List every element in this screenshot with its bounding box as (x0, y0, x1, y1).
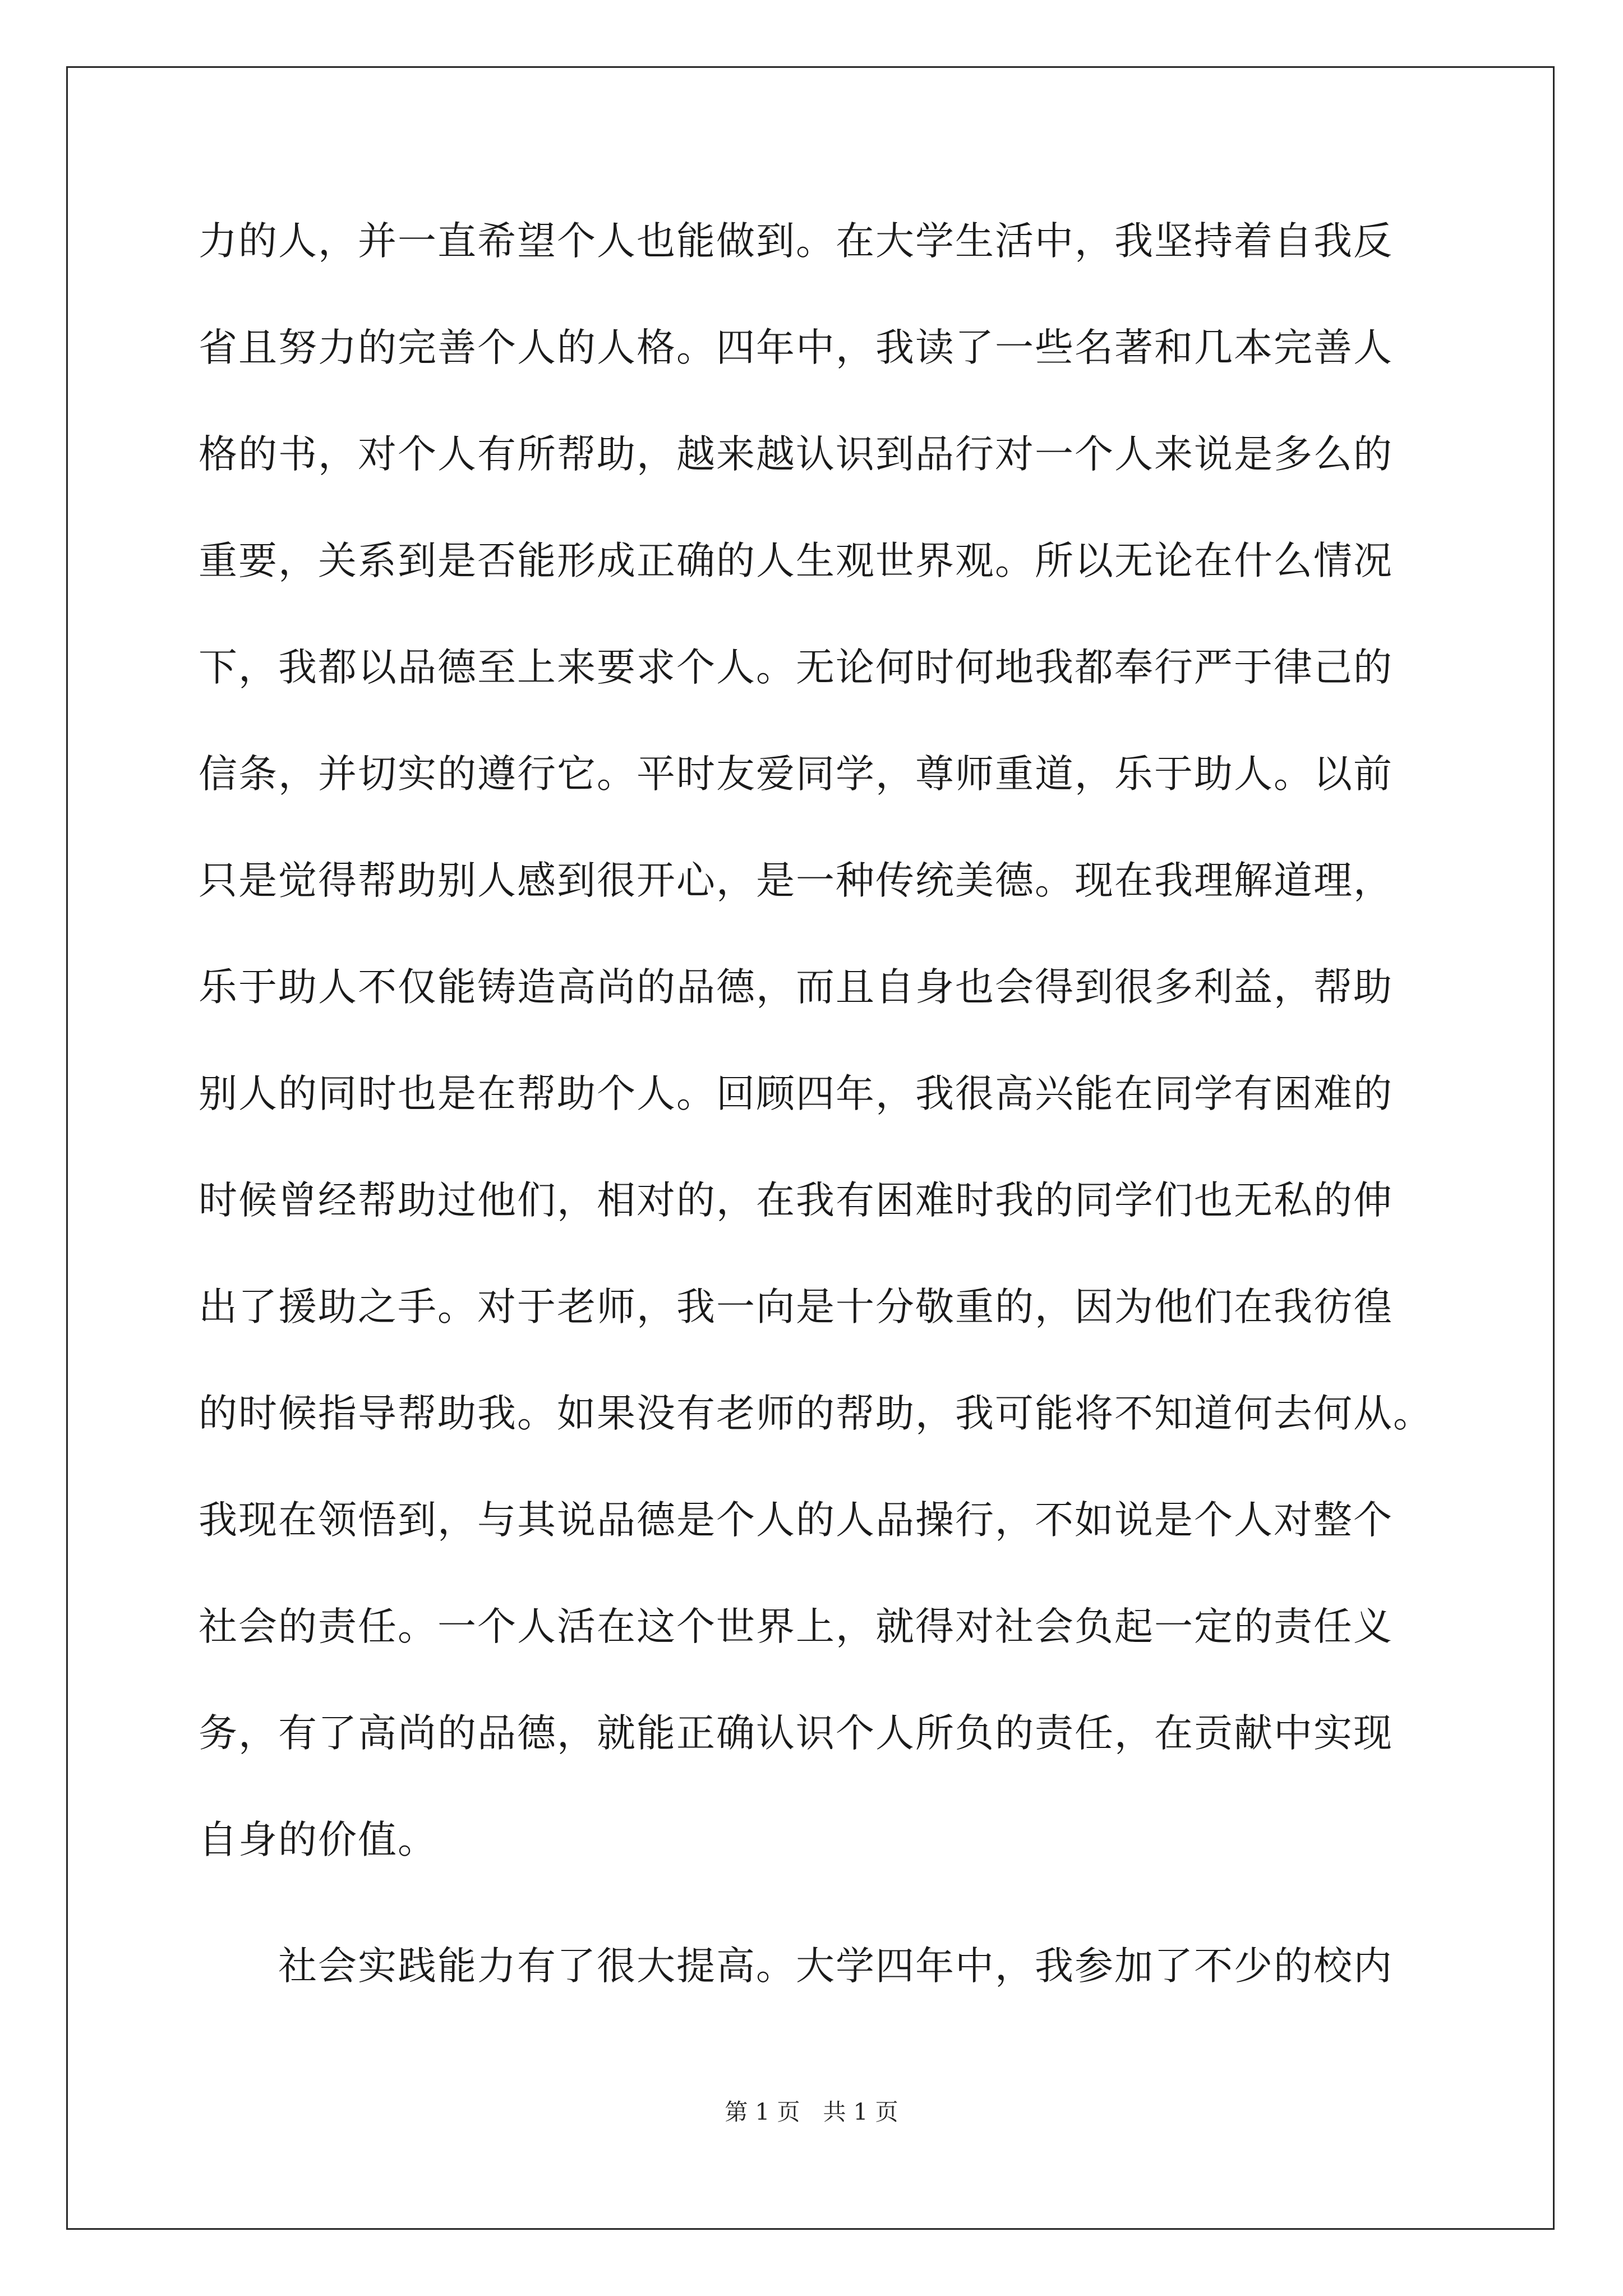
paragraph-first-line: 社会实践能力有了很大提高。大学四年中，我参加了不少的校内 (199, 1944, 1393, 1989)
text-line: 下，我都以品德至上来要求个人。无论何时何地我都奉行严于律己的 (199, 645, 1393, 690)
text-line: 出了援助之手。对于老师，我一向是十分敬重的，因为他们在我彷徨 (199, 1285, 1393, 1329)
text-line: 力的人，并一直希望个人也能做到。在大学生活中，我坚持着自我反 (199, 219, 1393, 264)
text-line: 信条，并切实的遵行它。平时友爱同学，尊师重道，乐于助人。以前 (199, 752, 1393, 797)
text-line: 格的书，对个人有所帮助，越来越认识到品行对一个人来说是多么的 (199, 432, 1393, 477)
text-line: 的时候指导帮助我。如果没有老师的帮助，我可能将不知道何去何从。 (199, 1391, 1433, 1436)
text-line: 重要，关系到是否能形成正确的人生观世界观。所以无论在什么情况 (199, 539, 1393, 583)
text-line: 别人的同时也是在帮助个人。回顾四年，我很高兴能在同学有困难的 (199, 1071, 1393, 1116)
text-line: 我现在领悟到，与其说品德是个人的人品操行，不如说是个人对整个 (199, 1498, 1393, 1543)
page-number-footer: 第 1 页 共 1 页 (725, 2099, 898, 2125)
text-line: 社会的责任。一个人活在这个世界上，就得对社会负起一定的责任义 (199, 1604, 1393, 1649)
text-line: 务，有了高尚的品德，就能正确认识个人所负的责任，在贡献中实现 (199, 1711, 1393, 1756)
text-line: 省且努力的完善个人的人格。四年中，我读了一些名著和几本完善人 (199, 325, 1393, 370)
text-line: 乐于助人不仅能铸造高尚的品德，而且自身也会得到很多利益，帮助 (199, 965, 1393, 1010)
text-line: 只是觉得帮助别人感到很开心，是一种传统美德。现在我理解道理， (199, 858, 1393, 903)
text-line: 自身的价值。 (199, 1818, 437, 1862)
document-body (199, 213, 1460, 2045)
text-line: 时候曾经帮助过他们，相对的，在我有困难时我的同学们也无私的伸 (199, 1178, 1393, 1223)
